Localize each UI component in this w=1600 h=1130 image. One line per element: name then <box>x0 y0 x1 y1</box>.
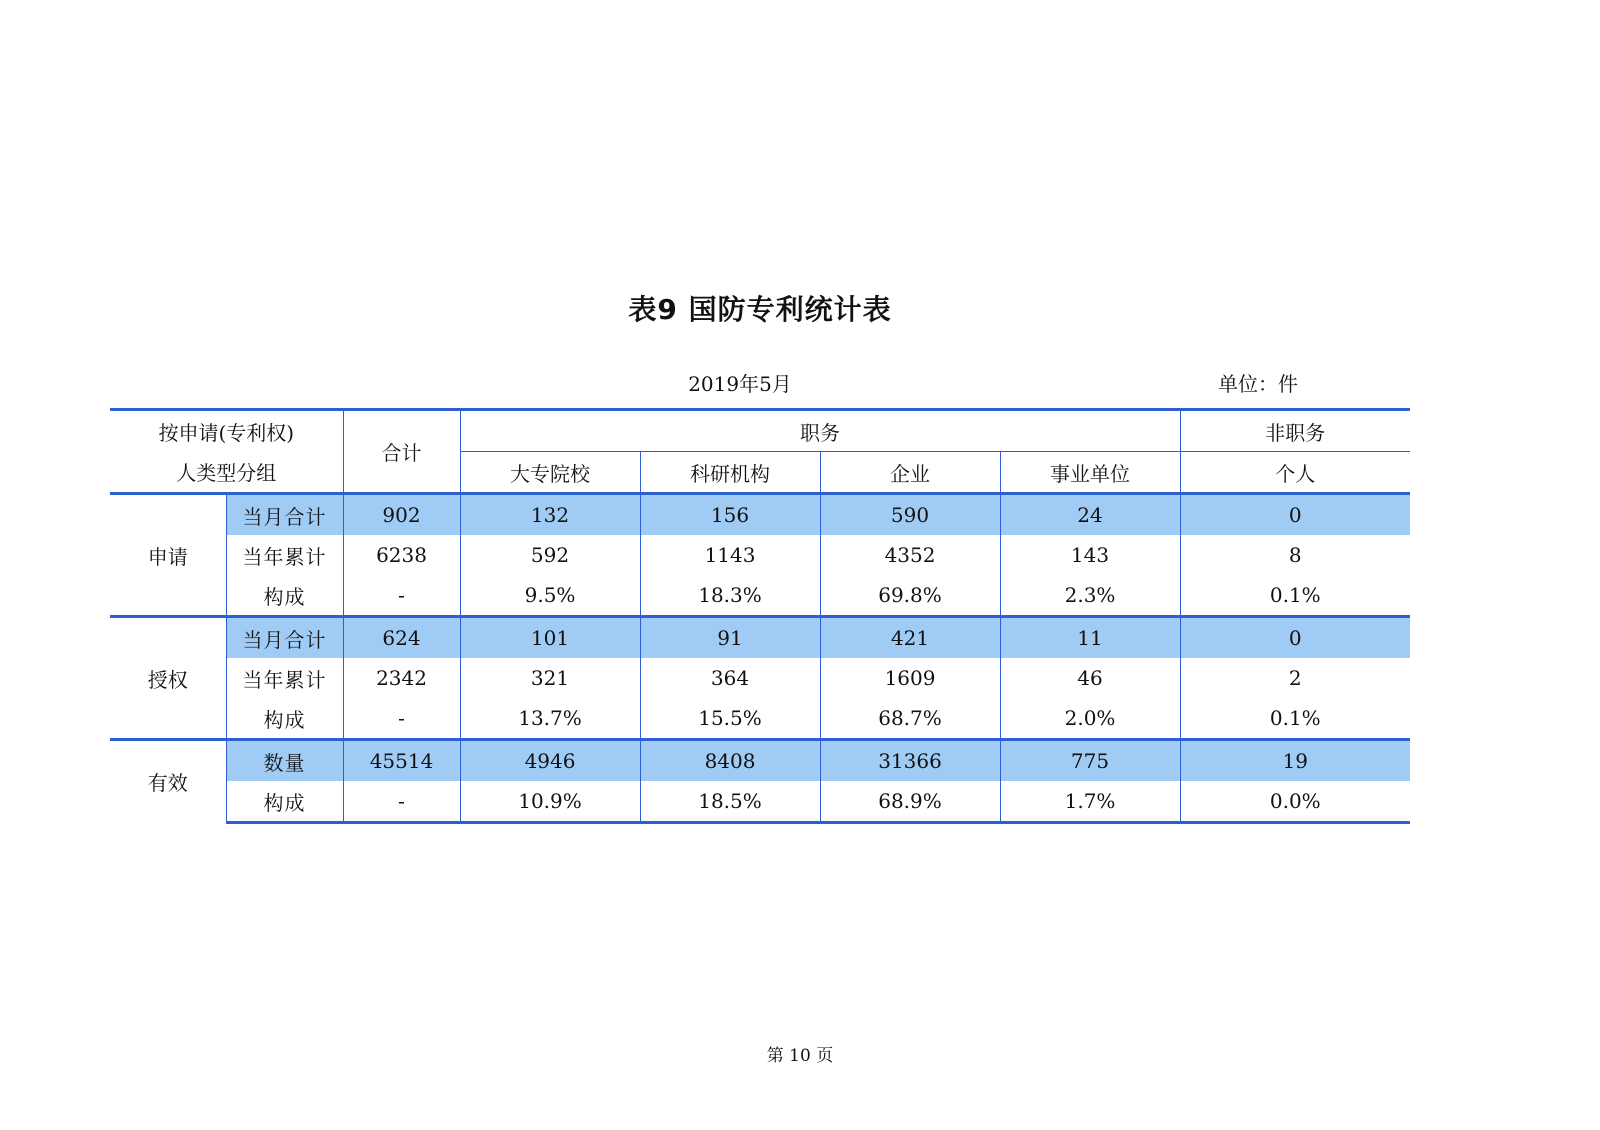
table-row <box>110 494 1410 536</box>
table-row <box>110 535 1410 575</box>
cell-institution: 24 <box>1000 494 1180 536</box>
row-label: 构成 <box>226 575 343 617</box>
cell-total: - <box>343 575 460 617</box>
institution-header: 事业单位 <box>1000 452 1180 494</box>
cell-total: 2342 <box>343 658 460 698</box>
group-label-header-line2: 人类型分组 <box>110 452 343 494</box>
individual-header: 个人 <box>1180 452 1410 494</box>
group-label-valid: 有效 <box>110 740 226 823</box>
cell-institution: 1.7% <box>1000 781 1180 823</box>
cell-enterprise: 4352 <box>820 535 1000 575</box>
research-header: 科研机构 <box>640 452 820 494</box>
row-label: 当年累计 <box>226 535 343 575</box>
group-label-application: 申请 <box>110 494 226 617</box>
table-row <box>110 617 1410 659</box>
cell-university: 10.9% <box>460 781 640 823</box>
cell-university: 101 <box>460 617 640 659</box>
cell-research: 18.3% <box>640 575 820 617</box>
cell-university: 4946 <box>460 740 640 782</box>
cell-research: 8408 <box>640 740 820 782</box>
table-row <box>110 740 1410 782</box>
cell-enterprise: 68.9% <box>820 781 1000 823</box>
cell-university: 321 <box>460 658 640 698</box>
table-row <box>110 781 1410 823</box>
cell-enterprise: 68.7% <box>820 698 1000 740</box>
row-label: 当月合计 <box>226 617 343 659</box>
cell-university: 9.5% <box>460 575 640 617</box>
cell-institution: 11 <box>1000 617 1180 659</box>
cell-enterprise: 421 <box>820 617 1000 659</box>
cell-individual: 19 <box>1180 740 1410 782</box>
group-label-grant: 授权 <box>110 617 226 740</box>
cell-institution: 46 <box>1000 658 1180 698</box>
unit-label: 单位：件 <box>1218 372 1298 396</box>
cell-research: 18.5% <box>640 781 820 823</box>
cell-individual: 2 <box>1180 658 1410 698</box>
cell-enterprise: 69.8% <box>820 575 1000 617</box>
cell-individual: 8 <box>1180 535 1410 575</box>
cell-university: 592 <box>460 535 640 575</box>
cell-research: 1143 <box>640 535 820 575</box>
cell-enterprise: 31366 <box>820 740 1000 782</box>
cell-total: 45514 <box>343 740 460 782</box>
header-row-2 <box>110 452 1410 494</box>
row-label: 构成 <box>226 698 343 740</box>
cell-institution: 775 <box>1000 740 1180 782</box>
group-label-header: 按申请(专利权) <box>110 410 343 452</box>
cell-enterprise: 590 <box>820 494 1000 536</box>
service-header: 职务 <box>460 410 1180 452</box>
cell-institution: 143 <box>1000 535 1180 575</box>
table-row <box>110 658 1410 698</box>
row-label: 当月合计 <box>226 494 343 536</box>
report-date: 2019年5月 <box>688 372 792 396</box>
cell-research: 15.5% <box>640 698 820 740</box>
cell-institution: 2.3% <box>1000 575 1180 617</box>
university-header: 大专院校 <box>460 452 640 494</box>
non-service-header: 非职务 <box>1180 410 1410 452</box>
cell-individual: 0.1% <box>1180 575 1410 617</box>
cell-total: - <box>343 698 460 740</box>
cell-research: 91 <box>640 617 820 659</box>
cell-total: 624 <box>343 617 460 659</box>
cell-individual: 0 <box>1180 494 1410 536</box>
defense-patent-table <box>110 408 1410 824</box>
cell-research: 156 <box>640 494 820 536</box>
table-row <box>110 575 1410 617</box>
enterprise-header: 企业 <box>820 452 1000 494</box>
cell-individual: 0 <box>1180 617 1410 659</box>
row-label: 当年累计 <box>226 658 343 698</box>
page-number: 第 10 页 <box>766 1046 834 1066</box>
table-title: 表9 国防专利统计表 <box>628 293 892 326</box>
cell-university: 132 <box>460 494 640 536</box>
header-row-1 <box>110 410 1410 452</box>
cell-research: 364 <box>640 658 820 698</box>
cell-enterprise: 1609 <box>820 658 1000 698</box>
cell-individual: 0.0% <box>1180 781 1410 823</box>
cell-individual: 0.1% <box>1180 698 1410 740</box>
cell-total: - <box>343 781 460 823</box>
row-label: 数量 <box>226 740 343 782</box>
cell-total: 902 <box>343 494 460 536</box>
cell-total: 6238 <box>343 535 460 575</box>
row-label: 构成 <box>226 781 343 823</box>
total-header: 合计 <box>343 410 460 494</box>
cell-institution: 2.0% <box>1000 698 1180 740</box>
table-row <box>110 698 1410 740</box>
cell-university: 13.7% <box>460 698 640 740</box>
